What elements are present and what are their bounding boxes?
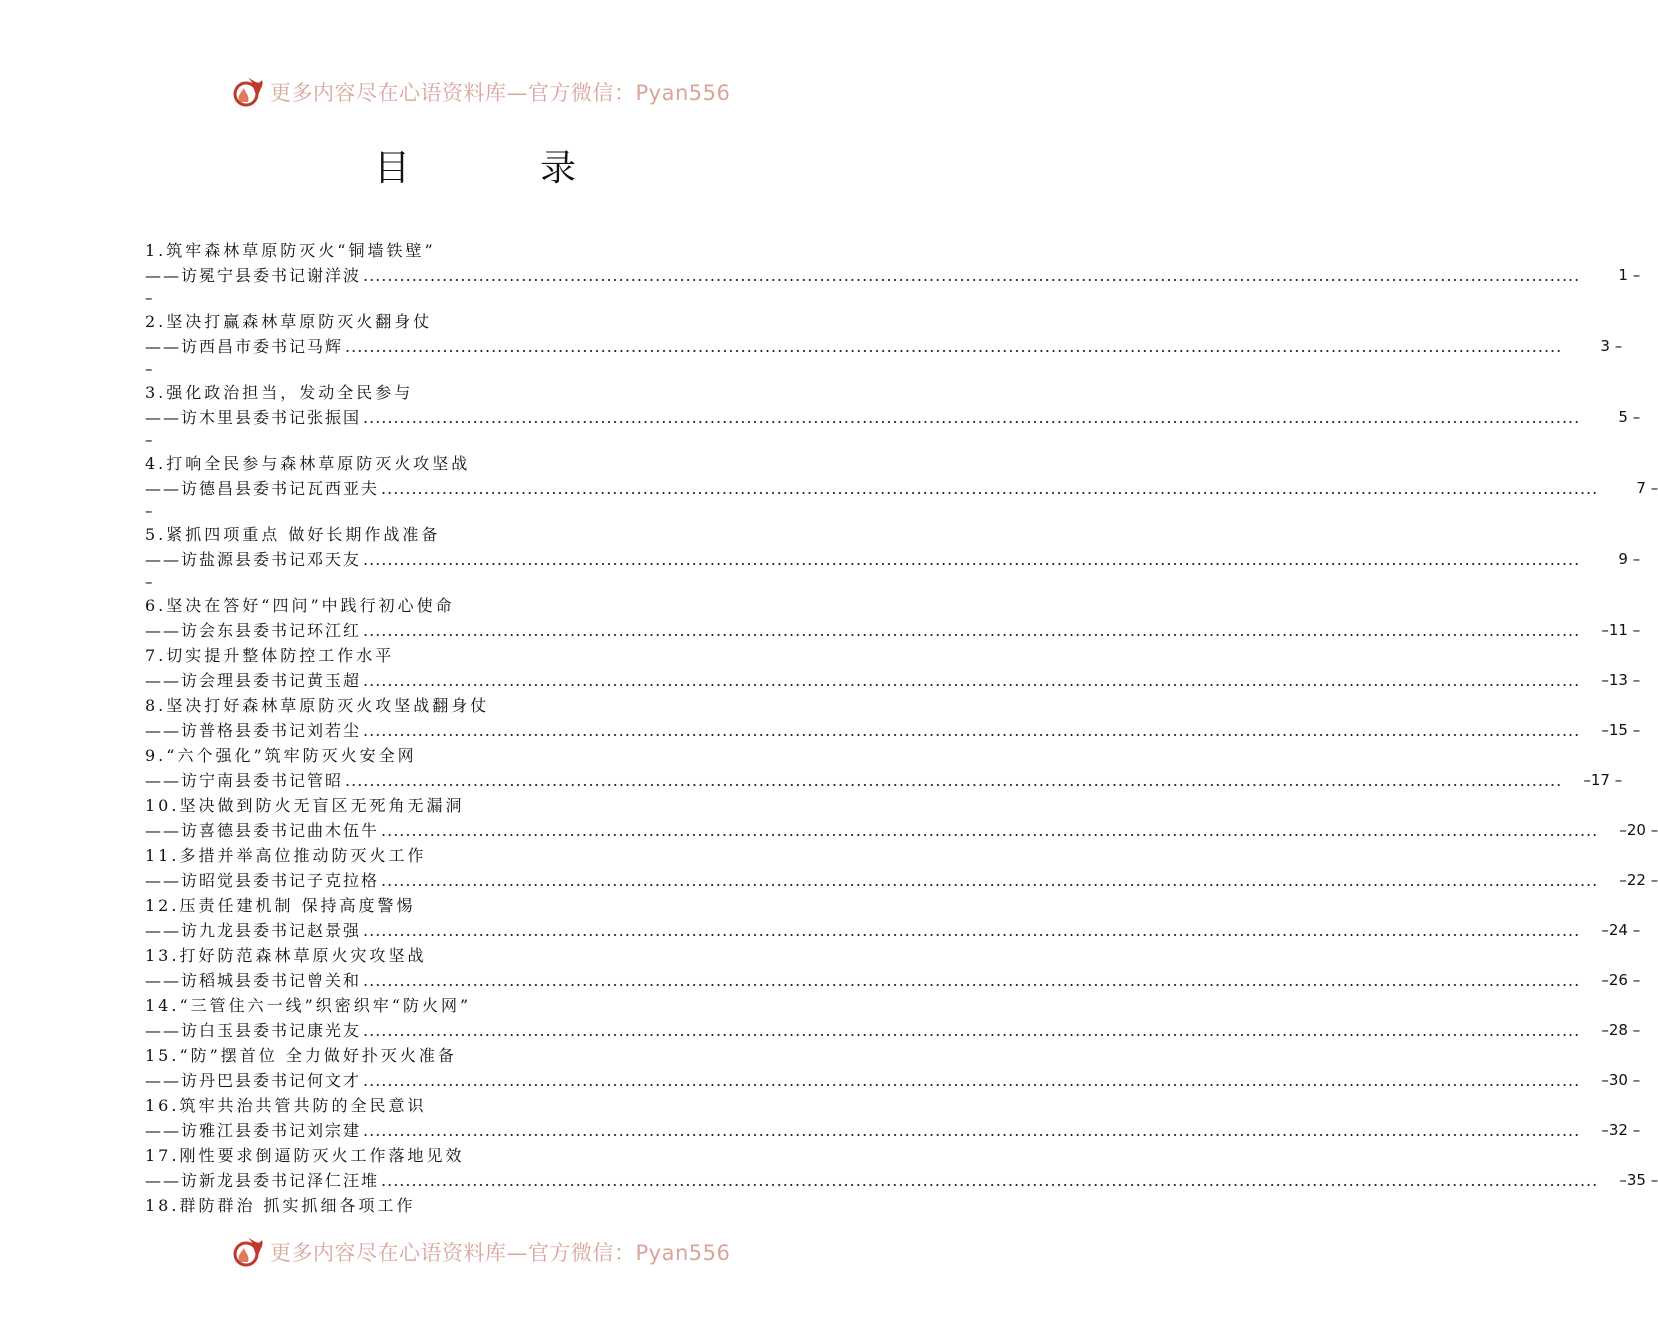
toc-page-number: –13 – — [1601, 671, 1641, 689]
page-number-wrap: – — [145, 360, 153, 378]
toc-entry-subtitle: ——访喜德县委书记曲木伍牛 — [145, 821, 380, 840]
toc-entry-subtitle: ——访西昌市委书记马辉 — [145, 337, 344, 356]
dot-leader: ........................................................................................................................................................................................................ — [363, 671, 1581, 690]
page-number-wrap: – — [145, 502, 153, 520]
toc-entry-row[interactable] — [145, 818, 1658, 843]
toc-entry-subtitle: ——访雅江县委书记刘宗建 — [145, 1121, 362, 1140]
toc-entry-subtitle: ——访宁南县委书记管昭 — [145, 771, 344, 790]
toc-entry-title[interactable]: 5.紧抓四项重点 做好长期作战准备 — [145, 525, 441, 544]
toc-entry-row[interactable] — [145, 1068, 1641, 1093]
dot-leader: ........................................................................................................................................................................................................ — [381, 479, 1599, 498]
toc-entry-subtitle: ——访九龙县委书记赵景强 — [145, 921, 362, 940]
dot-leader: ........................................................................................................................................................................................................ — [345, 337, 1563, 356]
toc-entry-row[interactable] — [145, 718, 1641, 743]
dot-leader: ........................................................................................................................................................................................................ — [363, 721, 1581, 740]
watermark-top — [0, 72, 950, 112]
page-title: 目录 — [373, 148, 706, 189]
dot-leader: ........................................................................................................................................................................................................ — [363, 1121, 1581, 1140]
watermark-text: 更多内容尽在心语资料库—官方微信：Pyan556 — [270, 1241, 731, 1265]
toc-page-number: –30 – — [1601, 1071, 1641, 1089]
page-number-wrap: – — [145, 573, 153, 591]
toc-page-number: –22 – — [1619, 871, 1658, 889]
toc-entry-row[interactable] — [145, 968, 1641, 993]
toc-entry-title[interactable]: 13.打好防范森林草原火灾攻坚战 — [145, 946, 427, 965]
toc-page-number: –28 – — [1601, 1021, 1641, 1039]
toc-entry-subtitle: ——访丹巴县委书记何文才 — [145, 1071, 362, 1090]
toc-entry-row[interactable] — [145, 1018, 1641, 1043]
toc-page-number: 7 – — [1636, 479, 1658, 497]
toc-entry-row[interactable] — [145, 334, 1623, 359]
toc-entry-title[interactable]: 14.“三管住六一线”织密织牢“防火网” — [145, 996, 472, 1015]
toc-page-number: –20 – — [1619, 821, 1658, 839]
toc-entry-subtitle: ——访新龙县委书记泽仁汪堆 — [145, 1171, 380, 1190]
toc-entry-title[interactable]: 4.打响全民参与森林草原防灭火攻坚战 — [145, 454, 471, 473]
toc-entry-subtitle: ——访稻城县委书记曾关和 — [145, 971, 362, 990]
toc-entry-row[interactable] — [145, 1118, 1641, 1143]
toc-entry-title[interactable]: 7.切实提升整体防控工作水平 — [145, 646, 395, 665]
dot-leader: ........................................................................................................................................................................................................ — [363, 921, 1581, 940]
toc-page-number: 3 – — [1600, 337, 1623, 355]
toc-entry-title[interactable]: 1.筑牢森林草原防灭火“铜墙铁壁” — [145, 241, 436, 260]
toc-entry-title[interactable]: 11.多措并举高位推动防灭火工作 — [145, 846, 427, 865]
page-number-wrap: – — [145, 431, 153, 449]
toc-entry-subtitle: ——访德昌县委书记瓦西亚夫 — [145, 479, 380, 498]
dot-leader: ........................................................................................................................................................................................................ — [363, 1071, 1581, 1090]
dot-leader: ........................................................................................................................................................................................................ — [363, 550, 1581, 569]
toc-entry-title[interactable]: 16.筑牢共治共管共防的全民意识 — [145, 1096, 427, 1115]
toc-entry-title[interactable]: 15.“防”摆首位 全力做好扑灭火准备 — [145, 1046, 457, 1065]
toc-entry-title[interactable]: 10.坚决做到防火无盲区无死角无漏洞 — [145, 796, 465, 815]
toc-entry-subtitle: ——访普格县委书记刘若尘 — [145, 721, 362, 740]
watermark-bottom — [0, 1232, 950, 1272]
toc-page-number: 9 – — [1618, 550, 1641, 568]
dot-leader: ........................................................................................................................................................................................................ — [363, 971, 1581, 990]
dot-leader: ........................................................................................................................................................................................................ — [381, 821, 1599, 840]
toc-entry-row[interactable] — [145, 547, 1641, 572]
toc-entry-title[interactable]: 9.“六个强化”筑牢防灭火安全网 — [145, 746, 417, 765]
toc-page-number: –26 – — [1601, 971, 1641, 989]
toc-entry-subtitle: ——访木里县委书记张振国 — [145, 408, 362, 427]
toc-page-number: –24 – — [1601, 921, 1641, 939]
toc-entry-row[interactable] — [145, 263, 1641, 288]
toc-entry-title[interactable]: 12.压责任建机制 保持高度警惕 — [145, 896, 416, 915]
dot-leader: ........................................................................................................................................................................................................ — [381, 1171, 1599, 1190]
toc-entry-subtitle: ——访会东县委书记环江红 — [145, 621, 362, 640]
toc-entry-row[interactable] — [145, 476, 1658, 501]
table-of-contents — [145, 238, 1658, 1218]
toc-entry-title[interactable]: 18.群防群治 抓实抓细各项工作 — [145, 1196, 416, 1215]
page-number-wrap: – — [145, 289, 153, 307]
toc-entry-row[interactable] — [145, 618, 1641, 643]
toc-entry-row[interactable] — [145, 868, 1658, 893]
dot-leader: ........................................................................................................................................................................................................ — [345, 771, 1563, 790]
toc-entry-subtitle: ——访会理县委书记黄玉超 — [145, 671, 362, 690]
toc-page-number: 5 – — [1618, 408, 1641, 426]
toc-entry-title[interactable]: 17.刚性要求倒逼防灭火工作落地见效 — [145, 1146, 465, 1165]
toc-entry-title[interactable]: 2.坚决打赢森林草原防灭火翻身仗 — [145, 312, 433, 331]
toc-page-number: 1 – — [1618, 266, 1641, 284]
dot-leader: ........................................................................................................................................................................................................ — [381, 871, 1599, 890]
toc-entry-title[interactable]: 3.强化政治担当，发动全民参与 — [145, 383, 414, 402]
toc-entry-subtitle: ——访冕宁县委书记谢洋波 — [145, 266, 362, 285]
toc-page-number: –15 – — [1601, 721, 1641, 739]
toc-page-number: –11 – — [1601, 621, 1641, 639]
dot-leader: ........................................................................................................................................................................................................ — [363, 408, 1581, 427]
toc-entry-subtitle: ——访白玉县委书记康光友 — [145, 1021, 362, 1040]
toc-page-number: –32 – — [1601, 1121, 1641, 1139]
toc-entry-title[interactable]: 6.坚决在答好“四问”中践行初心使命 — [145, 596, 455, 615]
toc-entry-row[interactable] — [145, 768, 1623, 793]
toc-entry-row[interactable] — [145, 405, 1641, 430]
dot-leader: ........................................................................................................................................................................................................ — [363, 621, 1581, 640]
toc-entry-row[interactable] — [145, 918, 1641, 943]
toc-page-number: –35 – — [1619, 1171, 1658, 1189]
toc-entry-row[interactable] — [145, 1168, 1658, 1193]
toc-page-number: –17 – — [1583, 771, 1623, 789]
toc-entry-title[interactable]: 8.坚决打好森林草原防灭火攻坚战翻身仗 — [145, 696, 490, 715]
toc-entry-subtitle: ——访盐源县委书记邓天友 — [145, 550, 362, 569]
watermark-text: 更多内容尽在心语资料库—官方微信：Pyan556 — [270, 81, 731, 105]
toc-entry-row[interactable] — [145, 668, 1641, 693]
dot-leader: ........................................................................................................................................................................................................ — [363, 1021, 1581, 1040]
toc-entry-subtitle: ——访昭觉县委书记子克拉格 — [145, 871, 380, 890]
flame-logo-icon — [230, 1234, 266, 1270]
flame-logo-icon — [230, 74, 266, 110]
dot-leader: ........................................................................................................................................................................................................ — [363, 266, 1581, 285]
